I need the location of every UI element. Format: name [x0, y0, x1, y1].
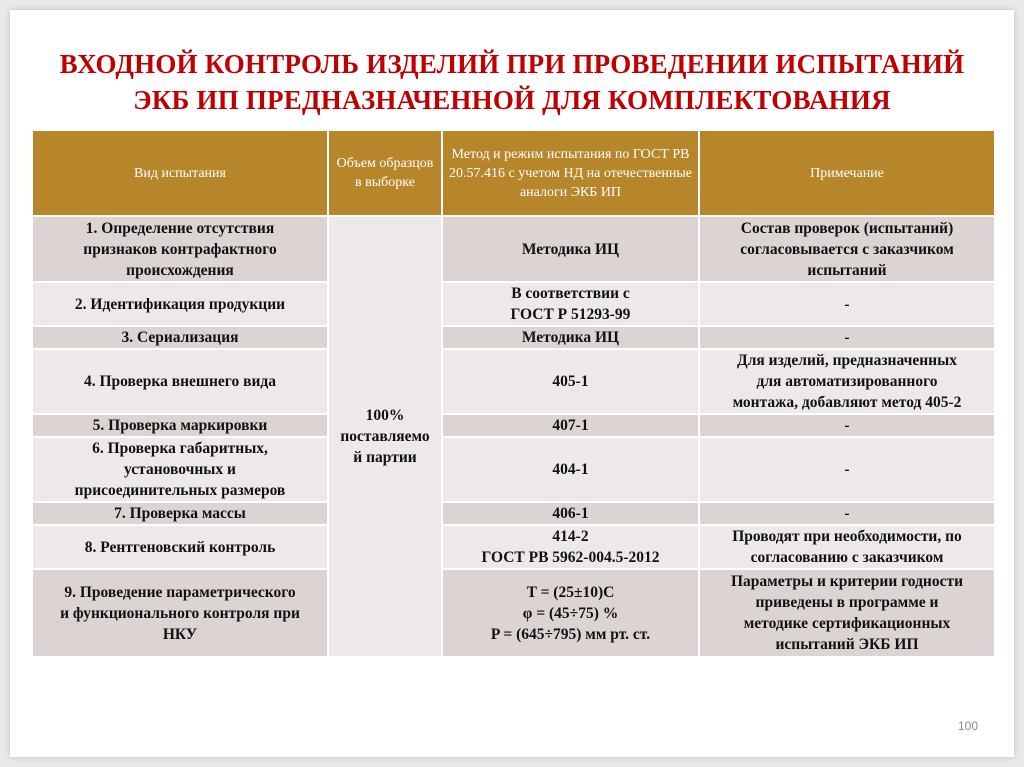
- cell-method: 405-1: [442, 349, 699, 414]
- cell-method: 407-1: [442, 414, 699, 437]
- table-row: [32, 502, 995, 525]
- cell-note: Параметры и критерии годности приведены в программе и методике сертификационных испытаний ЭКБ ИП: [699, 569, 995, 657]
- header-method: Метод и режим испытания по ГОСТ РВ 20.57.416 с учетом НД на отечественные аналоги ЭКБ ИП: [442, 130, 699, 216]
- table-header-row: [32, 130, 995, 216]
- cell-note: -: [699, 282, 995, 326]
- cell-note: -: [699, 502, 995, 525]
- table-row: [32, 414, 995, 437]
- table-row: [32, 216, 995, 282]
- cell-test: 3. Сериализация: [32, 326, 328, 349]
- cell-test: 1. Определение отсутствия признаков контрафактного происхождения: [32, 216, 328, 282]
- cell-method: 414-2 ГОСТ РВ 5962-004.5-2012: [442, 525, 699, 569]
- cell-test: 7. Проверка массы: [32, 502, 328, 525]
- cell-note: Состав проверок (испытаний) согласовывается с заказчиком испытаний: [699, 216, 995, 282]
- cell-test: 9. Проведение параметрического и функционального контроля при НКУ: [32, 569, 328, 657]
- cell-note: Для изделий, предназначенных для автоматизированного монтажа, добавляют метод 405-2: [699, 349, 995, 414]
- header-sample-volume: Объем образцов в выборке: [328, 130, 442, 216]
- cell-test: 6. Проверка габаритных, установочных и присоединительных размеров: [32, 437, 328, 502]
- cell-method: Методика ИЦ: [442, 216, 699, 282]
- cell-test: 2. Идентификация продукции: [32, 282, 328, 326]
- cell-test: 8. Рентгеновский контроль: [32, 525, 328, 569]
- table-row: [32, 326, 995, 349]
- cell-note: -: [699, 437, 995, 502]
- page-number: 100: [957, 719, 978, 733]
- test-table: [31, 129, 996, 658]
- cell-method: 404-1: [442, 437, 699, 502]
- title-line-2: ЭКБ ИП ПРЕДНАЗНАЧЕННОЙ ДЛЯ КОМПЛЕКТОВАНИЯ: [133, 85, 891, 115]
- cell-sample-volume: 100% поставляемо й партии: [328, 216, 442, 657]
- cell-note: Проводят при необходимости, по согласованию с заказчиком: [699, 525, 995, 569]
- cell-test: 5. Проверка маркировки: [32, 414, 328, 437]
- title-line-1: ВХОДНОЙ КОНТРОЛЬ ИЗДЕЛИЙ ПРИ ПРОВЕДЕНИИ ИСПЫТАНИЙ: [59, 49, 965, 79]
- cell-method: Методика ИЦ: [442, 326, 699, 349]
- header-test-type: Вид испытания: [32, 130, 328, 216]
- cell-method: 406-1: [442, 502, 699, 525]
- table-row: [32, 569, 995, 657]
- table-row: [32, 525, 995, 569]
- cell-test: 4. Проверка внешнего вида: [32, 349, 328, 414]
- table-row: [32, 282, 995, 326]
- slide-title: [10, 46, 1014, 118]
- cell-method: T = (25±10)C φ = (45÷75) % P = (645÷795) мм рт. ст.: [442, 569, 699, 657]
- cell-note: -: [699, 326, 995, 349]
- cell-method: В соответствии с ГОСТ Р 51293-99: [442, 282, 699, 326]
- header-note: Примечание: [699, 130, 995, 216]
- table-row: [32, 437, 995, 502]
- cell-note: -: [699, 414, 995, 437]
- table-row: [32, 349, 995, 414]
- slide: [10, 10, 1014, 757]
